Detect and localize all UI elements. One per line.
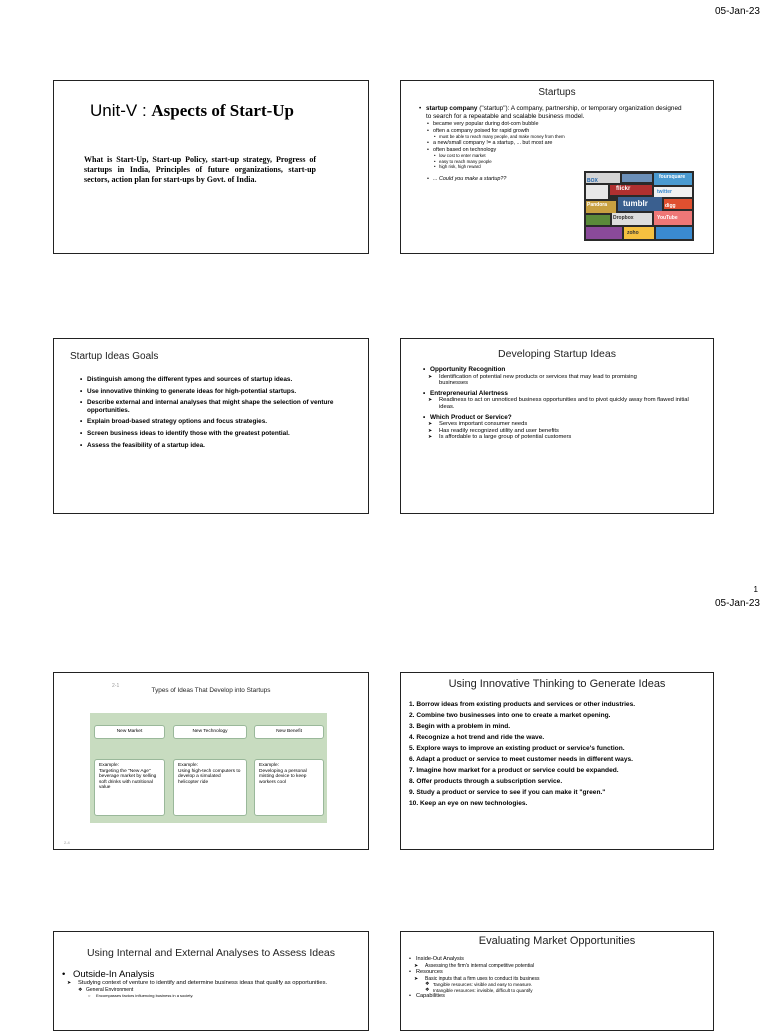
column-header-new-benefit: New Benefit <box>254 725 324 739</box>
column-header-new-technology: New Technology <box>173 725 247 739</box>
section-item: ➤ Identification of potential new products or services that may lead to promising businesses <box>421 374 701 387</box>
slide-developing-startup-ideas <box>400 338 714 514</box>
section-item: ➤ Serves important consumer needs <box>421 421 701 428</box>
column-example-new-technology: Example: Using high-tech computers to develop a simulated helicopter ride <box>173 759 247 816</box>
bullet-resources: • Resources <box>407 969 707 976</box>
bullet-inside-out: • Inside-Out Analysis <box>407 956 707 963</box>
goal-item: • Screen business ideas to identify those with the greatest potential. <box>78 430 360 438</box>
slide-types-of-ideas <box>53 672 369 850</box>
column-example-new-market: Example: Targeting the "New Age" beverage market by selling soft drinks with nutritional value <box>94 759 165 816</box>
sub-sub-bullet: ❖ Tangible resources: visible and easy to measure. <box>407 982 707 988</box>
slide-title: Evaluating Market Opportunities <box>478 935 636 947</box>
bullet-capabilities: • Capabilities <box>407 993 707 1000</box>
idea-item: 6. Adapt a product or service to meet customer needs in different ways. <box>409 756 634 763</box>
slide-title: Startups <box>538 87 576 98</box>
section-item: ➤ Readiness to act on unnoticed business opportunities and to pivot quickly away from flawed initial ideas. <box>421 397 701 410</box>
section-item: ➤ Is affordable to a large group of potential customers <box>421 434 701 441</box>
sub-bullet: • often a company poised for rapid growth <box>417 128 587 135</box>
section-heading: • Opportunity Recognition <box>421 366 701 374</box>
slide-title: Using Internal and External Analyses to Assess Ideas <box>86 947 336 959</box>
sub-bullet: • a new/small company != a startup, ... but most are <box>417 140 587 147</box>
logo-tumblr: tumblr <box>623 199 648 208</box>
slide-corner-bottom: 2-4 <box>64 840 70 845</box>
goal-item: • Distinguish among the different types and sources of startup ideas. <box>78 376 360 384</box>
logo-digg: digg <box>665 203 676 209</box>
slide-unit-title <box>53 80 369 254</box>
idea-item: 3. Begin with a problem in mind. <box>409 723 511 730</box>
logo-foursquare: foursquare <box>659 174 686 180</box>
idea-item: 9. Study a product or service to see if you can make it "green." <box>409 789 606 796</box>
section-item: ➤ Has readily recognized utility and user benefits <box>421 428 701 435</box>
sub-sub-bullet: • high risk, high reward <box>417 164 587 170</box>
slide-title: Types of Ideas That Develop into Startups <box>151 687 271 694</box>
slide-internal-external-analyses <box>53 931 369 1031</box>
sub-bullet: ➤ Studying context of venture to identify and determine business ideas that qualify as opportunities. <box>60 980 360 987</box>
goal-item: • Use innovative thinking to generate ideas for high-potential startups. <box>78 388 360 396</box>
logo-twitter: twitter <box>657 189 672 195</box>
logo-flickr: flickr <box>616 186 631 192</box>
sub-bullet: • often based on technology <box>417 147 587 154</box>
idea-item: 8. Offer products through a subscription service. <box>409 778 563 785</box>
logo-pandora: Pandora <box>587 202 608 208</box>
idea-item: 4. Recognize a hot trend and ride the wave. <box>409 734 545 741</box>
column-header-new-market: New Market <box>94 725 165 739</box>
sub-bullet: • became very popular during dot-com bubble <box>417 121 587 128</box>
page-date-top: 05-Jan-23 <box>714 6 760 17</box>
idea-list <box>409 699 709 809</box>
section-heading: • Entrepreneurial Alertness <box>421 390 701 398</box>
section-heading: • Which Product or Service? <box>421 414 701 422</box>
logo-zoho: zoho <box>627 230 639 236</box>
logo-box: BOX <box>587 178 598 184</box>
slide-startups <box>400 80 714 254</box>
sub-sub-sub-bullet: ○ Encompasses factors influencing business in a society. <box>60 993 360 998</box>
sub-sub-bullet: • must be able to reach many people, and make money from them <box>417 134 587 140</box>
goal-item: • Assess the feasibility of a startup idea. <box>78 442 360 450</box>
goal-item: • Describe external and internal analyses that might shape the selection of venture opportunities. <box>78 399 360 414</box>
slide-title: Startup Ideas Goals <box>70 351 159 362</box>
idea-item: 10. Keep an eye on new technologies. <box>409 800 528 807</box>
slide-title: Unit-V : Aspects of Start-Up <box>90 101 294 120</box>
idea-item: 1. Borrow ideas from existing products and services or other industries. <box>409 701 636 708</box>
sub-bullet: ➤ Assessing the firm's internal competitive potential <box>407 963 707 969</box>
idea-item: 7. Imagine how market for a product or service could be expanded. <box>409 767 619 774</box>
sub-bullet: ➤ Basic inputs that a firm uses to conduct its business <box>407 976 707 982</box>
slide-corner-top: 2-1 <box>112 683 120 689</box>
slide-innovative-thinking <box>400 672 714 850</box>
sub-sub-bullet: • easy to reach many people <box>417 159 587 165</box>
goal-item: • Explain broad-based strategy options and focus strategies. <box>78 418 360 426</box>
slide-evaluating-market-opportunities <box>400 931 714 1031</box>
page-number: 1 <box>753 585 758 594</box>
slide-body: What is Start-Up, Start-up Policy, start-up strategy, Progress of startups in India, Principles of future organizations, start-up sectors, action plan for start-ups by Govt. of India. <box>84 155 316 184</box>
bullet-outside-in: • Outside-In Analysis <box>60 969 360 980</box>
sub-sub-bullet: ❖ General Environment <box>60 987 360 993</box>
logo-dropbox: Dropbox <box>613 215 634 221</box>
sub-sub-bullet: • low cost to enter market <box>417 153 587 159</box>
idea-item: 2. Combine two businesses into one to create a market opening. <box>409 712 611 719</box>
sub-bullet-question: • ... Could you make a startup?? <box>417 176 587 183</box>
logo-youtube: YouTube <box>657 215 678 221</box>
page-date-top-2: 05-Jan-23 <box>714 598 760 609</box>
slide-startup-ideas-goals <box>53 338 369 514</box>
sub-sub-bullet: ❖ Intangible resources: invisible, difficult to quantify <box>407 988 707 994</box>
idea-item: 5. Explore ways to improve an existing product or service's function. <box>409 745 625 752</box>
column-example-new-benefit: Example: Developing a personal misting device to keep workers cool <box>254 759 324 816</box>
slide-title: Using Innovative Thinking to Generate Ideas <box>448 678 666 690</box>
slide-title: Developing Startup Ideas <box>498 348 616 360</box>
bullet-startup-company: • startup company ("startup"): A company, partnership, or temporary organization designed to search for a repeatable and scalable business model. <box>417 105 685 120</box>
